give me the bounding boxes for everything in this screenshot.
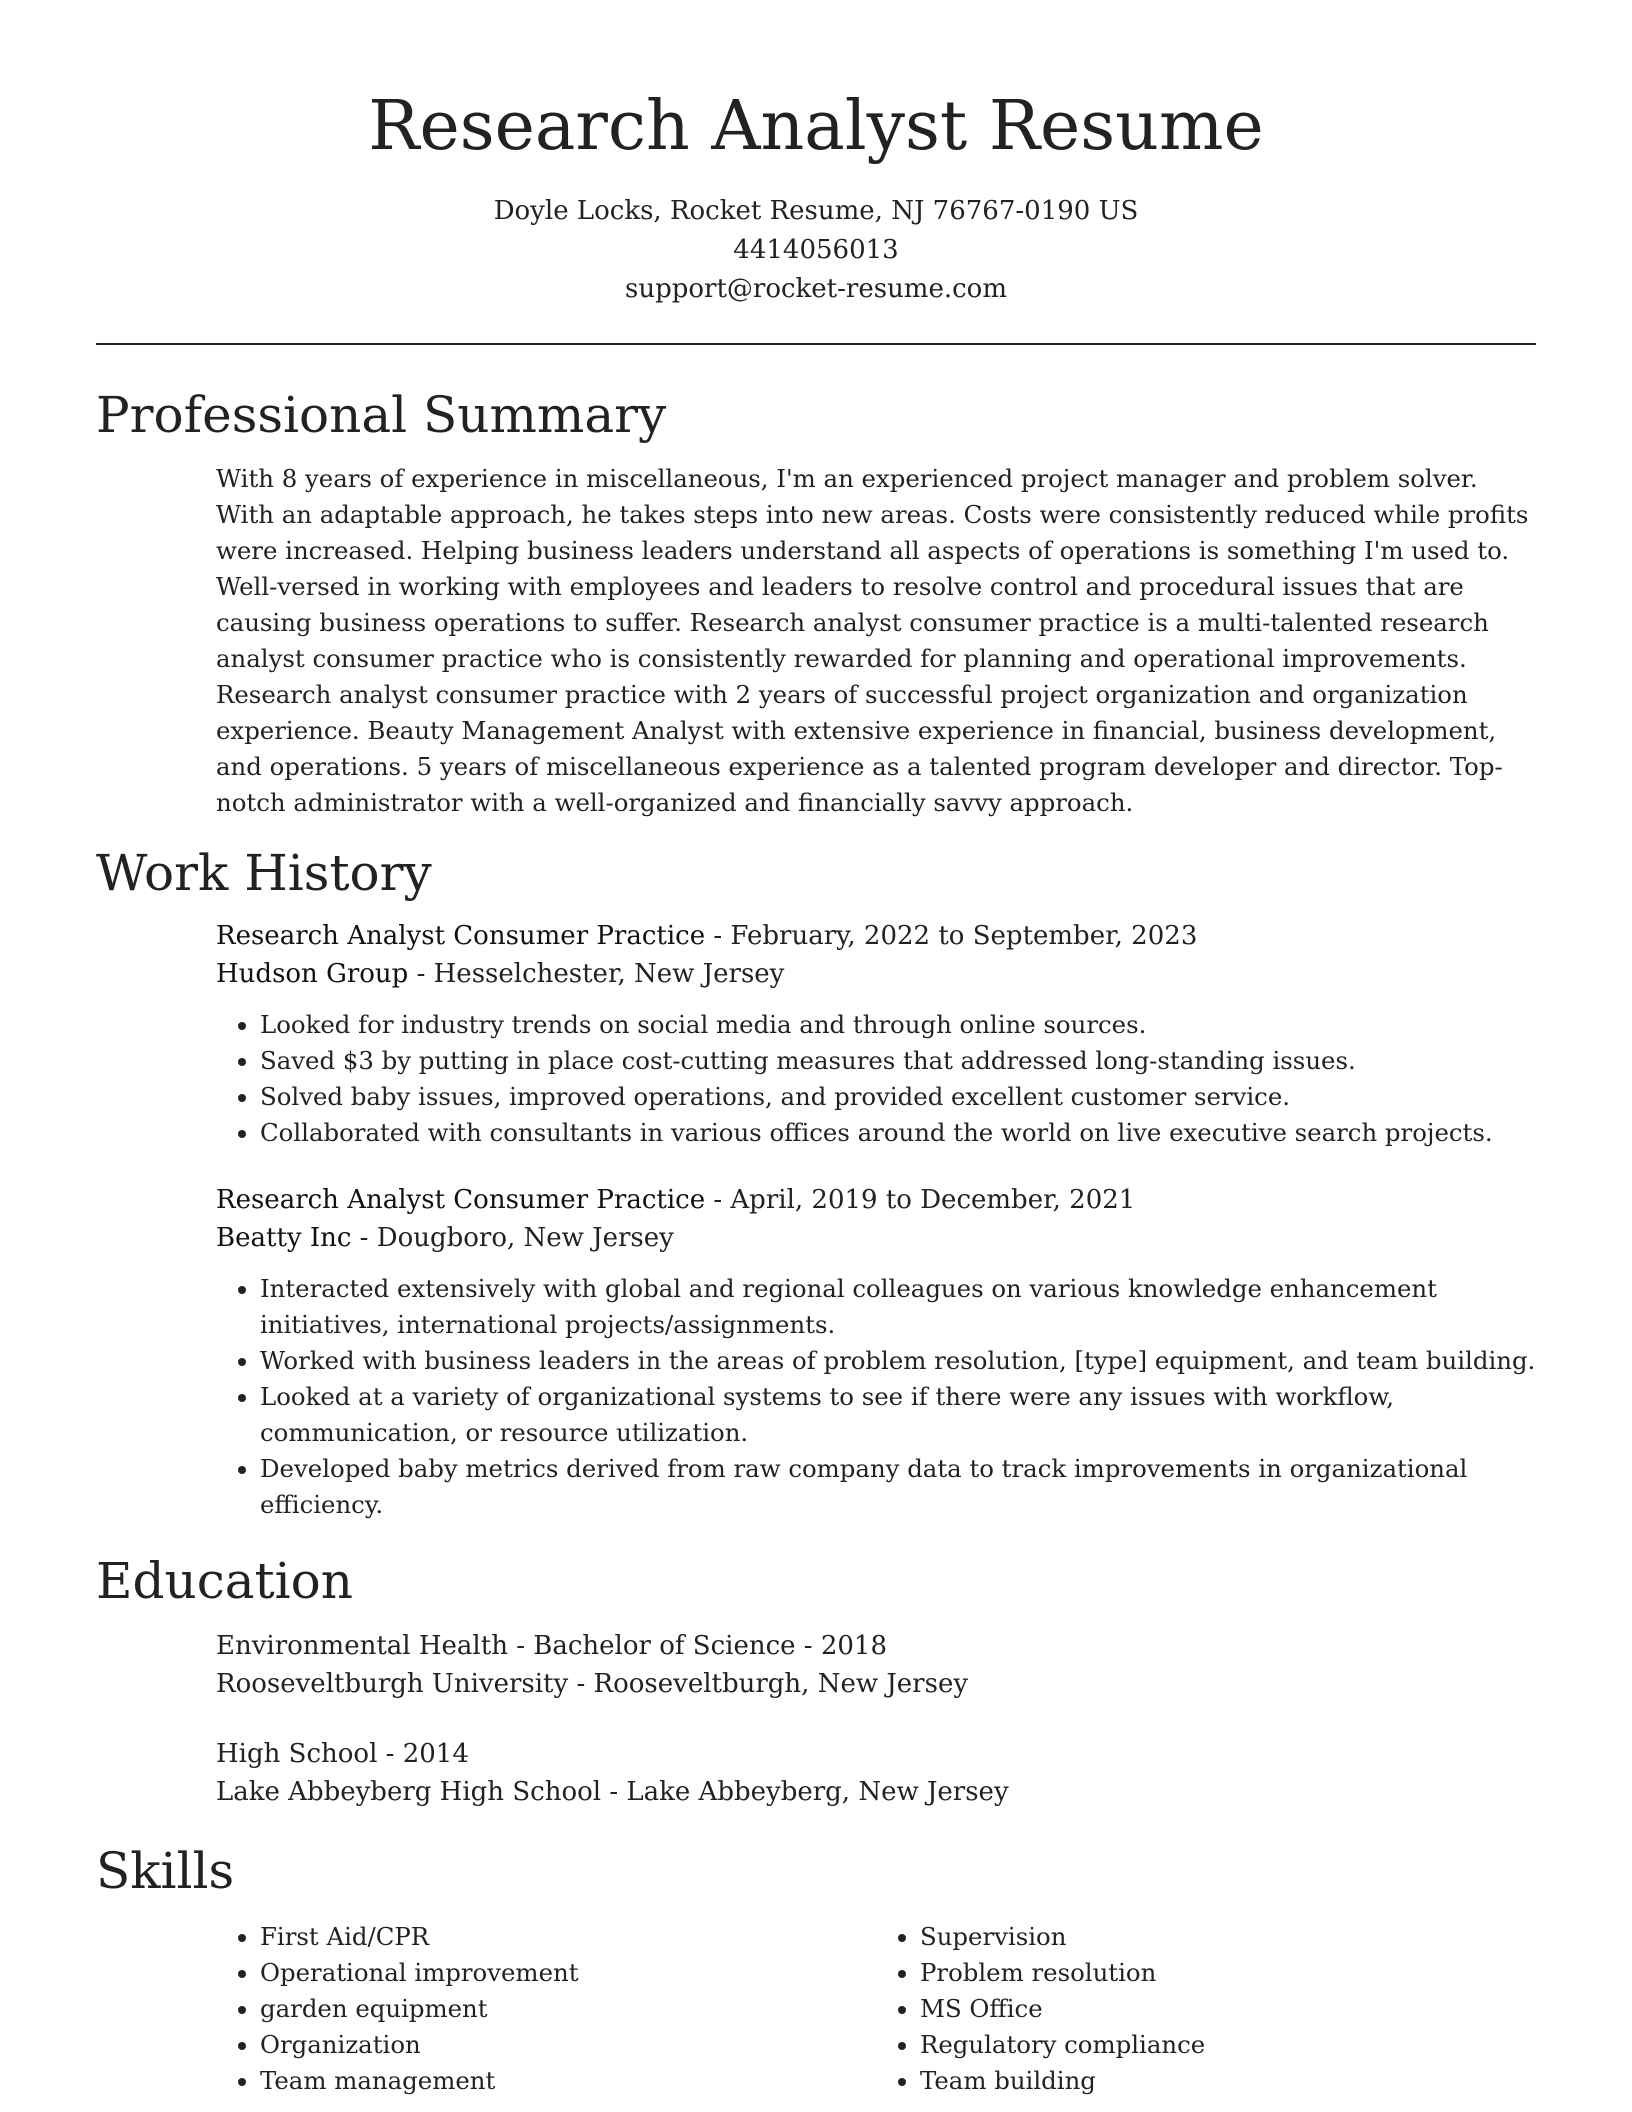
skill-item: • First Aid/CPR xyxy=(260,1919,876,1955)
section-heading-skills: Skills xyxy=(96,1842,235,1900)
job-title-line xyxy=(216,1181,1536,1219)
job-company-line xyxy=(216,955,1536,993)
skill-item: • Operational improvement xyxy=(260,1955,876,1991)
section-heading-education: Education xyxy=(96,1552,353,1610)
skill-item: • Problem resolution xyxy=(920,1955,1536,1991)
job-title: Research Analyst Consumer Practice xyxy=(216,921,706,951)
education-school-line xyxy=(216,1773,1536,1811)
education-degree: Environmental Health - Bachelor of Science xyxy=(216,1631,796,1661)
job-entry xyxy=(216,1181,1536,1523)
job-bullet: • Looked for industry trends on social media and through online sources. xyxy=(260,1007,1536,1043)
resume-page xyxy=(96,0,1536,2099)
job-dates: - April, 2019 to December, 2021 xyxy=(705,1185,1136,1215)
skills-column-left xyxy=(216,1919,876,2099)
job-title: Research Analyst Consumer Practice xyxy=(216,1185,706,1215)
summary-paragraph: With 8 years of experience in miscellaneous, I'm an experienced project manager and problem solver. With an adaptable approach, he takes steps into new areas. Costs were consistently reduced while profits were increased. Helping business leaders understand all aspects of operations is something I'm used to. Well-versed in working with employees and leaders to resolve control and procedural issues that are causing business operations to suffer. Research analyst consumer practice is a multi-talented research analyst consumer practice who is consistently rewarded for planning and operational improvements. Research analyst consumer practice with 2 years of successful project organization and organization experience. Beauty Management Analyst with extensive experience in financial, business development, and operations. 5 years of miscellaneous experience as a talented program developer and director. Top-notch administrator with a well-organized and financially savvy approach. xyxy=(216,464,1529,817)
header-divider xyxy=(96,343,1536,345)
skill-item: • Organization xyxy=(260,2027,876,2063)
job-entry xyxy=(216,917,1536,1151)
education-entry xyxy=(216,1735,1536,1811)
job-title-line xyxy=(216,917,1536,955)
education-school: Rooseveltburgh University xyxy=(216,1669,569,1699)
job-company-line xyxy=(216,1219,1536,1257)
skills-column-right xyxy=(876,1919,1536,2099)
contact-info xyxy=(96,192,1536,309)
education-degree: High School xyxy=(216,1739,378,1769)
job-bullet: • Collaborated with consultants in various offices around the world on live executive search projects. xyxy=(260,1115,1536,1151)
education-school: Lake Abbeyberg High School xyxy=(216,1777,602,1807)
section-heading-summary: Professional Summary xyxy=(96,386,667,444)
skill-item: • Team management xyxy=(260,2063,876,2099)
job-company: Beatty Inc xyxy=(216,1223,352,1253)
education-degree-line xyxy=(216,1735,1536,1773)
job-bullet-list xyxy=(216,1271,1536,1523)
skill-item: • Team building xyxy=(920,2063,1536,2099)
job-bullet: • Saved $3 by putting in place cost-cutting measures that addressed long-standing issues. xyxy=(260,1043,1536,1079)
contact-address: Doyle Locks, Rocket Resume, NJ 76767-0190 US xyxy=(493,196,1139,226)
skills-grid xyxy=(216,1919,1536,2099)
job-bullet: • Worked with business leaders in the areas of problem resolution, [type] equipment, and team building. xyxy=(260,1343,1536,1379)
skill-item: • MS Office xyxy=(920,1991,1536,2027)
resume-title: Research Analyst Resume xyxy=(368,87,1264,166)
education-location: - Lake Abbeyberg, New Jersey xyxy=(601,1777,1009,1807)
job-company: Hudson Group xyxy=(216,959,409,989)
job-bullet: • Interacted extensively with global and regional colleagues on various knowledge enhancement initiatives, international projects/assignments. xyxy=(260,1271,1536,1343)
education-year: - 2018 xyxy=(795,1631,888,1661)
education-school-line xyxy=(216,1665,1536,1703)
job-location: - Hesselchester, New Jersey xyxy=(408,959,785,989)
job-bullet: • Developed baby metrics derived from raw company data to track improvements in organizational efficiency. xyxy=(260,1451,1536,1523)
contact-phone: 4414056013 xyxy=(733,235,899,265)
education-entry xyxy=(216,1627,1536,1703)
skill-item: • Supervision xyxy=(920,1919,1536,1955)
section-heading-work-history: Work History xyxy=(96,844,432,902)
skill-item: • Regulatory compliance xyxy=(920,2027,1536,2063)
job-bullet: • Looked at a variety of organizational systems to see if there were any issues with workflow, communication, or resource utilization. xyxy=(260,1379,1536,1451)
skill-item: • garden equipment xyxy=(260,1991,876,2027)
job-dates: - February, 2022 to September, 2023 xyxy=(705,921,1198,951)
education-location: - Rooseveltburgh, New Jersey xyxy=(568,1669,969,1699)
job-bullet-list xyxy=(216,1007,1536,1151)
education-year: - 2014 xyxy=(377,1739,469,1769)
contact-email: support@rocket-resume.com xyxy=(624,274,1007,304)
job-location: - Dougboro, New Jersey xyxy=(351,1223,674,1253)
job-bullet: • Solved baby issues, improved operations, and provided excellent customer service. xyxy=(260,1079,1536,1115)
education-degree-line xyxy=(216,1627,1536,1665)
